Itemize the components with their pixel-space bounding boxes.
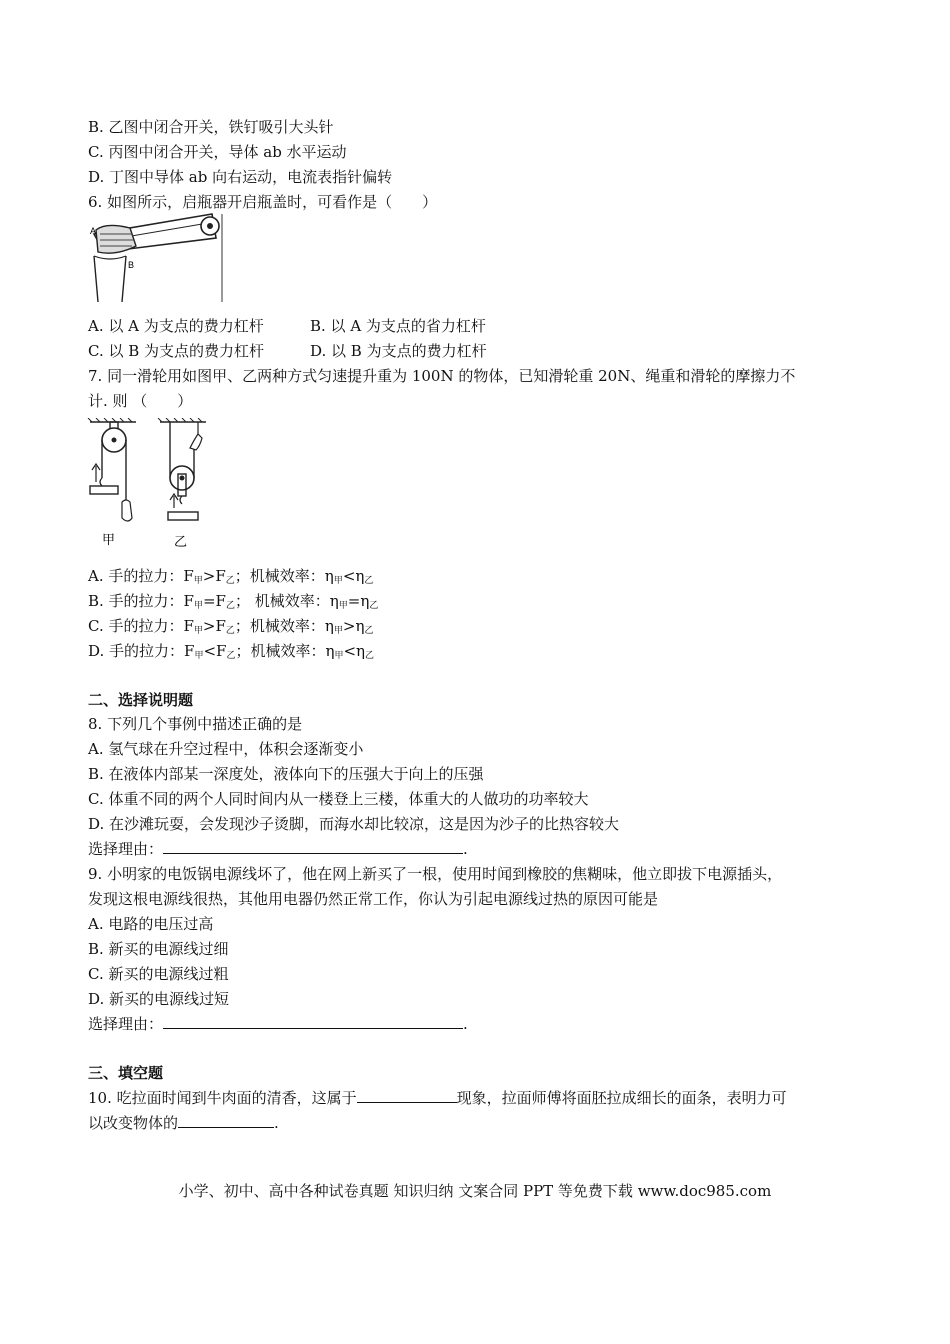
q7-option-b: B. 手的拉力：$F_甲=F_乙$； 机械效率：$\eta_甲=\eta_乙$ — [88, 592, 379, 611]
q6-stem: 6. 如图所示，启瓶器开启瓶盖时，可看作是（ ） — [88, 193, 438, 211]
q5-option-b: B. 乙图中闭合开关，铁钉吸引大头针 — [88, 118, 334, 136]
q10-line2: 以改变物体的 . — [88, 1114, 279, 1132]
fig6-label-a: A — [90, 226, 97, 236]
q5-option-d: D. 丁图中导体 ab 向右运动，电流表指针偏转 — [88, 168, 393, 186]
q9-option-a: A. 电路的电压过高 — [88, 915, 214, 933]
section3-title: 三、填空题 — [88, 1064, 164, 1082]
q6-option-d: D. 以 B 为支点的费力杠杆 — [310, 342, 487, 360]
q6-option-c: C. 以 B 为支点的费力杠杆 — [88, 342, 265, 360]
fig7-label-jia: 甲 — [102, 533, 116, 548]
q9-option-b: B. 新买的电源线过细 — [88, 940, 229, 958]
q7-option-d: D. 手的拉力：$F_甲<F_乙$；机械效率：$\eta_甲<\eta_乙$ — [88, 642, 375, 661]
q6-option-a: A. 以 A 为支点的费力杠杆 — [88, 317, 264, 335]
fig6-label-b: B — [128, 260, 135, 270]
q8-option-a: A. 氢气球在升空过程中，体积会逐渐变小 — [88, 740, 364, 758]
q9-option-c: C. 新买的电源线过粗 — [88, 965, 229, 983]
q10-blank-2[interactable] — [178, 1113, 274, 1128]
q6-option-b: B. 以 A 为支点的省力杠杆 — [310, 317, 486, 335]
q7-stem-line2: 计. 则 （ ） — [88, 392, 193, 410]
q9-reason-blank[interactable] — [163, 1014, 463, 1029]
fig7-label-yi: 乙 — [174, 535, 188, 550]
q8-reason-blank[interactable] — [163, 839, 463, 854]
q10-blank-1[interactable] — [357, 1088, 457, 1103]
q8-reason: 选择理由： . — [88, 840, 468, 858]
q9-reason: 选择理由： . — [88, 1015, 468, 1033]
bottle-opener-figure — [86, 212, 226, 304]
q8-stem: 8. 下列几个事例中描述正确的是 — [88, 715, 303, 733]
q9-stem-line1: 9. 小明家的电饭锅电源线坏了，他在网上新买了一根，使用时闻到橡胶的焦糊味，他立即拔下电源插头， — [88, 865, 783, 883]
q10-line1: 10. 吃拉面时闻到牛肉面的清香，这属于 现象，拉面师傅将面胚拉成细长的面条，表明力可 — [88, 1089, 787, 1107]
footer-text: 小学、初中、高中各种试卷真题 知识归纳 文案合同 PPT 等免费下载 www.doc985.com — [178, 1182, 772, 1200]
q8-option-b: B. 在液体内部某一深度处，液体向下的压强大于向上的压强 — [88, 765, 484, 783]
q7-option-a: A. 手的拉力：$F_甲>F_乙$；机械效率：$\eta_甲<\eta_乙$ — [88, 567, 374, 586]
q8-option-c: C. 体重不同的两个人同时间内从一楼登上三楼，体重大的人做功的功率较大 — [88, 790, 589, 808]
q9-stem-line2: 发现这根电源线很热，其他用电器仍然正常工作，你认为引起电源线过热的原因可能是 — [88, 890, 659, 908]
pulley-figure — [86, 418, 216, 554]
q9-option-d: D. 新买的电源线过短 — [88, 990, 230, 1008]
q8-option-d: D. 在沙滩玩耍，会发现沙子烫脚，而海水却比较凉，这是因为沙子的比热容较大 — [88, 815, 620, 833]
q7-option-c: C. 手的拉力：$F_甲>F_乙$；机械效率：$\eta_甲>\eta_乙$ — [88, 617, 374, 636]
q7-stem-line1: 7. 同一滑轮用如图甲、乙两种方式匀速提升重为 100N 的物体，已知滑轮重 20N、绳重和滑轮的摩擦力不 — [88, 367, 796, 385]
section2-title: 二、选择说明题 — [88, 691, 194, 709]
q5-option-c: C. 丙图中闭合开关，导体 ab 水平运动 — [88, 143, 347, 161]
